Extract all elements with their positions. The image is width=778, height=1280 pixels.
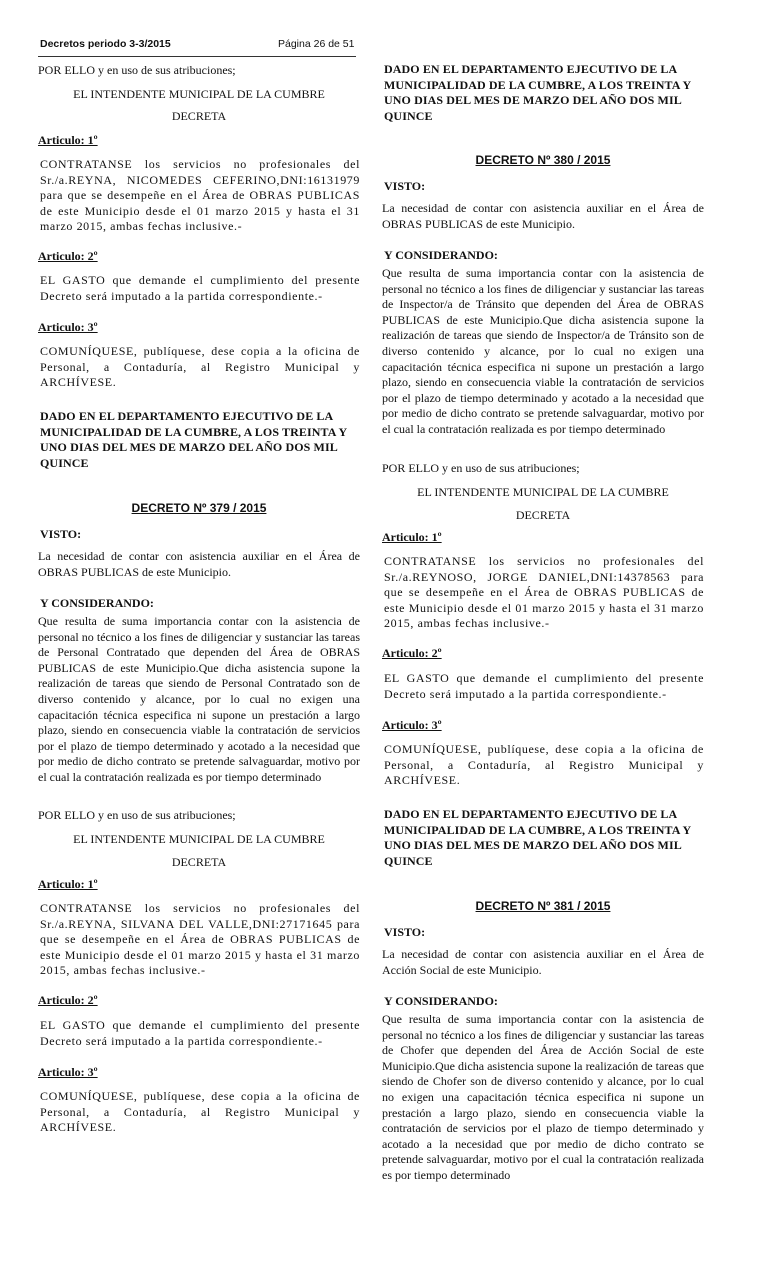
considerando-label: Y CONSIDERANDO: <box>384 994 498 1008</box>
visto-label: VISTO: <box>384 925 426 939</box>
article-1-text: CONTRATANSE los servicios no profesionales del Sr./a.REYNA, NICOMEDES CEFERINO,DNI:16131979 para que se desempeñe en el Área de OBRAS PUBLICAS de este Municipio desde el 01 marzo 2015 y hasta el 31 marzo 2015, ambas fechas inclusive.- <box>40 157 360 234</box>
decreta-heading: DECRETA <box>515 508 571 522</box>
article-2-label: Articulo: 2º <box>38 993 98 1007</box>
article-3-text: COMUNÍQUESE, publíquese, dese copia a la oficina de Personal, a Contaduría, al Registro Municipal y ARCHÍVESE. <box>384 742 704 788</box>
article-2-label: Articulo: 2º <box>382 646 442 660</box>
article-3-text: COMUNÍQUESE, publíquese, dese copia a la oficina de Personal, a Contaduría, al Registro Municipal y ARCHÍVESE. <box>40 344 360 390</box>
visto-text: La necesidad de contar con asistencia auxiliar en el Área de Acción Social de este Municipio. <box>382 947 704 977</box>
dado-closing: DADO EN EL DEPARTAMENTO EJECUTIVO DE LA MUNICIPALIDAD DE LA CUMBRE, A LOS TREINTA Y UNO DIAS DEL MES DE MARZO DEL AÑO DOS MIL QUINCE <box>40 409 347 470</box>
decreta-heading: DECRETA <box>171 109 227 123</box>
considerando-text: Que resulta de suma importancia contar con la asistencia de personal no técnico a los fines de diligenciar y sustanciar las tareas de Chofer que dependen del Área de Acción Social de este Municipio.Que dicha asistencia supone la realización de tareas que siendo de Chofer son de diverso contenido y alcance, por lo cual no exigen una capacitación técnica especifica ni supone un prestación a largo plazo, siendo en consecuencia viable la contratación de servicios por el plazo de tiempo determinado y acotado a la necesidad que por medio de dicho contrato se pretende salvaguardar, motivo por el cual la contratación realizada es por tiempo determinado <box>382 1012 704 1182</box>
considerando-text: Que resulta de suma importancia contar con la asistencia de personal no técnico a los fines de diligenciar y sustanciar las tareas de Personal Contratado que dependen del Área de OBRAS PUBLICAS de este Municipio.Que dicha asistencia supone la realización de tareas que siendo de Personal Contratado son de diverso contenido y alcance, por lo cual no exigen una capacitación técnica especifica ni supone un prestación a largo plazo, siendo en consecuencia viable la contratación de servicios por el plazo de tiempo determinado y acotado a la necesidad que por medio de dicho contrato se pretende salvaguardar, motivo por el cual la contratación realizada es por tiempo determinado <box>38 614 360 784</box>
article-2-text: EL GASTO que demande el cumplimiento del presente Decreto será imputado a la partida correspondiente.- <box>384 671 704 701</box>
intendente-heading: EL INTENDENTE MUNICIPAL DE LA CUMBRE <box>73 832 325 846</box>
page-header <box>38 36 356 57</box>
considerando-label: Y CONSIDERANDO: <box>384 248 498 262</box>
document-title: Decretos periodo 3-3/2015 <box>40 38 171 50</box>
article-2-text: EL GASTO que demande el cumplimiento del presente Decreto será imputado a la partida correspondiente.- <box>40 273 360 303</box>
article-3-label: Articulo: 3º <box>38 320 98 334</box>
article-3-label: Articulo: 3º <box>38 1065 98 1079</box>
page-number: Página 26 de 51 <box>278 38 355 50</box>
visto-label: VISTO: <box>40 527 82 541</box>
decreta-heading: DECRETA <box>171 855 227 869</box>
decree-380-title: DECRETO Nº 380 / 2015 <box>475 153 611 167</box>
dado-closing: DADO EN EL DEPARTAMENTO EJECUTIVO DE LA MUNICIPALIDAD DE LA CUMBRE, A LOS TREINTA Y UNO DIAS DEL MES DE MARZO DEL AÑO DOS MIL QUINCE <box>384 807 691 868</box>
intendente-heading: EL INTENDENTE MUNICIPAL DE LA CUMBRE <box>417 485 669 499</box>
dado-closing: DADO EN EL DEPARTAMENTO EJECUTIVO DE LA MUNICIPALIDAD DE LA CUMBRE, A LOS TREINTA Y UNO DIAS DEL MES DE MARZO DEL AÑO DOS MIL QUINCE <box>384 62 691 123</box>
article-1-label: Articulo: 1º <box>38 133 98 147</box>
considerando-text: Que resulta de suma importancia contar con la asistencia de personal no técnico a los fines de diligenciar y sustanciar las tareas de Inspector/a de Tránsito que dependen del Área de OBRAS PUBLICAS de este Municipio.Que dicha asistencia supone la realización de tareas que siendo de Inspector/a de Tránsito son de diverso contenido y alcance, por lo cual no exigen una capacitación técnica especifica ni supone un prestación a largo plazo, siendo en consecuencia viable la contratación de servicios por el plazo de tiempo determinado y acotado a la necesidad que por medio de dicho contrato se pretende salvaguardar, motivo por el cual la contratación realizada es por tiempo determinado <box>382 266 704 436</box>
por-ello-text: POR ELLO y en uso de sus atribuciones; <box>38 63 236 77</box>
article-1-label: Articulo: 1º <box>38 877 98 891</box>
visto-text: La necesidad de contar con asistencia auxiliar en el Área de OBRAS PUBLICAS de este Municipio. <box>382 201 704 231</box>
decree-379-title: DECRETO Nº 379 / 2015 <box>131 501 267 515</box>
article-1-text: CONTRATANSE los servicios no profesionales del Sr./a.REYNA, SILVANA DEL VALLE,DNI:27171645 para que se desempeñe en el Área de OBRAS PUBLICAS de este Municipio desde el 01 marzo 2015 y hasta el 31 marzo 2015, ambas fechas inclusive.- <box>40 901 360 978</box>
article-2-label: Articulo: 2º <box>38 249 98 263</box>
visto-text: La necesidad de contar con asistencia auxiliar en el Área de OBRAS PUBLICAS de este Municipio. <box>38 549 360 579</box>
por-ello-text: POR ELLO y en uso de sus atribuciones; <box>382 461 580 475</box>
visto-label: VISTO: <box>384 179 426 193</box>
article-3-label: Articulo: 3º <box>382 718 442 732</box>
article-2-text: EL GASTO que demande el cumplimiento del presente Decreto será imputado a la partida correspondiente.- <box>40 1018 360 1048</box>
article-1-text: CONTRATANSE los servicios no profesionales del Sr./a.REYNOSO, JORGE DANIEL,DNI:14378563 para que se desempeñe en el Área de OBRAS PUBLICAS de este Municipio desde el 01 marzo 2015 y hasta el 31 marzo 2015, ambas fechas inclusive.- <box>384 554 704 631</box>
article-3-text: COMUNÍQUESE, publíquese, dese copia a la oficina de Personal, a Contaduría, al Registro Municipal y ARCHÍVESE. <box>40 1089 360 1135</box>
decree-381-title: DECRETO Nº 381 / 2015 <box>475 899 611 913</box>
intendente-heading: EL INTENDENTE MUNICIPAL DE LA CUMBRE <box>73 87 325 101</box>
considerando-label: Y CONSIDERANDO: <box>40 596 154 610</box>
por-ello-text: POR ELLO y en uso de sus atribuciones; <box>38 808 236 822</box>
article-1-label: Articulo: 1º <box>382 530 442 544</box>
